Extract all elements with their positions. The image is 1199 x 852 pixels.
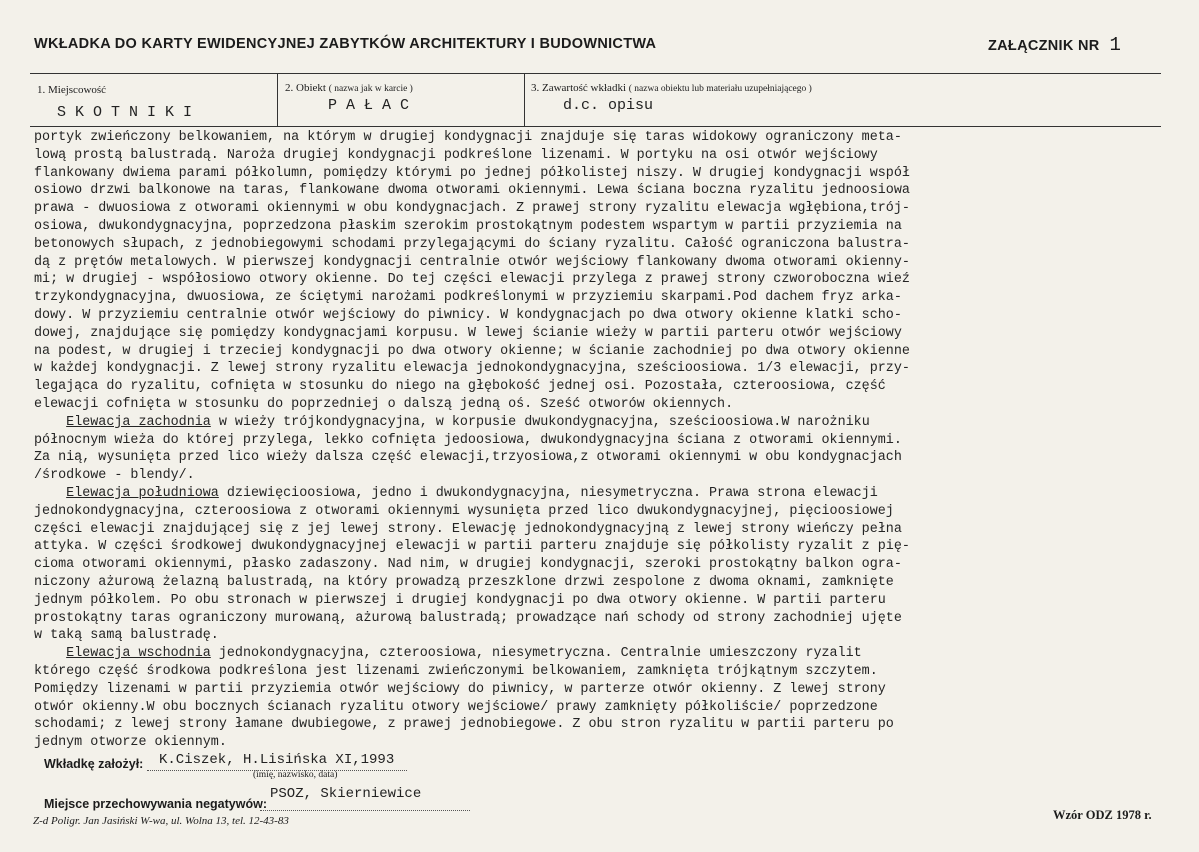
text-line: północnym wieża do której przylega, lekko cofnięta jedoosiowa, dwukondygnacyjna ściana z otworami okiennymi. — [34, 432, 902, 448]
text-line: dowej, znajdujące się pomiędzy kondygnacjami korpusu. W lewej ścianie wieży w partii parteru otwór wejściowy — [34, 325, 902, 341]
text-line: dą z prętów metalowych. W pierwszej kondygnacji centralnie otwór wejściowy flankowany dwoma otworami okienny- — [34, 254, 910, 270]
annex-label-text: ZAŁĄCZNIK NR — [988, 38, 1100, 54]
description-text — [34, 129, 1174, 752]
object-value: P A Ł A C — [328, 97, 410, 114]
text-line: Elewacja zachodnia w wieży trójkondygnacyjna, w korpusie dwukondygnacyjna, sześcioosiowa.W narożniku — [66, 414, 870, 430]
text-line: Elewacja południowa dziewięcioosiowa, jedno i dwukondygnacyjna, niesymetryczna. Prawa strona elewacji — [66, 485, 878, 501]
text-line: Elewacja wschodnia jednokondygnacyjna, czteroosiowa, niesymetryczna. Centralnie umieszczony ryzalit — [66, 646, 862, 662]
text-line: na podest, w drugiej i trzeciej kondygnacji po dwa otwory okienne; w ścianie zachodniej po dwa otwory okienne — [34, 343, 910, 359]
text-line: otwór okienny.W obu bocznych ścianach ryzalitu otwory wejściowe/ prawy zamknięty półkoliście/ poprzedzone — [34, 699, 878, 715]
text-line: jednokondygnacyjna, czteroosiowa z otworami okiennymi wysunięta przed lico dwukondygnacyjnej, pięcioosiowej — [34, 503, 894, 519]
founder-label: Wkładkę założył: — [44, 757, 144, 771]
annex-label — [988, 34, 1121, 56]
contents-label — [531, 82, 812, 94]
contents-label-main: 3. Zawartość wkładki — [531, 82, 626, 94]
founder-value: K.Ciszek, H.Lisińska XI,1993 — [159, 752, 395, 768]
locality-value: S K O T N I K I — [57, 104, 193, 121]
text-line: jednym półkolem. Po obu stronach w pierwszej i drugiej kondygnacji po dwa otwory okienne. W partii parteru — [34, 592, 886, 608]
object-label — [285, 82, 413, 94]
text-line: którego część środkowa podkreślona jest lizenami zwieńczonymi belkowaniem, zamknięta trójkątnym szczytem. — [34, 663, 878, 679]
text-line: trzykondygnacyjna, dwuosiowa, ze ściętymi narożami podkreślonymi w przyziemiu skarpami.Pod dachem fryz arka- — [34, 290, 902, 306]
text-line: legająca do ryzalitu, cofnięta w stosunku do niego na głębokość jednej osi. Pozostała, czteroosiowa, część — [34, 379, 886, 395]
text-line: Za nią, wysunięta przed lico wieży dalsza część elewacji,trzyosiowa,z otworami okiennymi w obu kondygnacjach — [34, 450, 902, 466]
text-line: schodami; z lewej strony łamane dwubiegowe, z prawej jednobiegowe. Z obu stron ryzalitu w partii parteru po — [34, 717, 894, 733]
text-line: flankowany dwiema parami półkolumn, pomiędzy którymi po jednej półkolistej niszy. W drugiej kondygnacji współ — [34, 165, 910, 181]
section-heading: Elewacja wschodnia — [66, 646, 211, 662]
text-line: w taką samą balustradę. — [34, 628, 219, 644]
object-label-note: ( nazwa jak w karcie ) — [328, 84, 413, 94]
text-line: Pomiędzy lizenami w partii przyziemia otwór wejściowy do piwnicy, w parterze otwór okienny. Z lewej strony — [34, 681, 886, 697]
negatives-label: Miejsce przechowywania negatywów: — [44, 797, 267, 811]
text-line: prostokątny taras ograniczony murowaną, ażurową balustradą; prowadzące nań schody od strony zachodniej ujęte — [34, 610, 902, 626]
text-line: osiowa, dwukondygnacyjna, poprzedzona płaskim szerokim prostokątnym podestem wspartym w partii przyziemia na — [34, 218, 902, 234]
section-heading: Elewacja południowa — [66, 485, 219, 501]
text-line: /środkowe - blendy/. — [34, 468, 195, 484]
form-title: WKŁADKA DO KARTY EWIDENCYJNEJ ZABYTKÓW ARCHITEKTURY I BUDOWNICTWA — [34, 36, 657, 52]
text-line: portyk zwieńczony belkowaniem, na którym w drugiej kondygnacji znajduje się taras widokowy ograniczony meta- — [34, 130, 902, 145]
text-line: jednym otworze okiennym. — [34, 735, 227, 751]
text-line: w każdej kondygnacji. Z lewej strony ryzalitu elewacja jednokondygnacyjna, sześcioosiowa. 1/3 elewacji, przy- — [34, 361, 910, 377]
text-line: mi; w drugiej - współosiowo otwory okienne. Do tej części elewacji przylega z prawej strony czworoboczna wieź — [34, 272, 910, 288]
header-bottom-rule — [30, 126, 1161, 127]
form-code: Wzór ODZ 1978 r. — [1053, 808, 1152, 822]
header-divider-1 — [277, 73, 278, 126]
object-label-main: 2. Obiekt — [285, 82, 326, 94]
header-divider-2 — [524, 73, 525, 126]
printer-imprint: Z-d Poligr. Jan Jasiński W-wa, ul. Wolna 13, tel. 12-43-83 — [33, 815, 289, 827]
text-line: lową prostą balustradą. Narożа drugiej kondygnacji podkreślone lizenami. W portyku na osi otwór wejściowy — [34, 147, 878, 163]
locality-label: 1. Miejscowość — [37, 84, 107, 96]
text-line: betonowych słupach, z jednobiegowymi schodami przylegającymi do ściany ryzalitu. Całość ograniczona balustra- — [34, 236, 910, 252]
header-top-rule — [30, 73, 1161, 74]
contents-label-note: ( nazwa obiektu lub materiału uzupełniającego ) — [628, 84, 812, 94]
negatives-value: PSOZ, Skierniewice — [270, 786, 422, 802]
text-line: dowy. W przyziemiu centralnie otwór wejściowy do piwnicy. W kondygnacjach po dwa otwory okienne klatki scho- — [34, 307, 902, 323]
text-line: prawa - dwuosiowa z otworami okiennymi w obu kondygnacjach. Z prawej strony ryzalitu elewacja wgłębiona,trój- — [34, 201, 910, 217]
text-line: części elewacji znajdującej się z jej lewej strony. Elewację jednokondygnacyjną z lewej strony wieńczy pełna — [34, 521, 902, 537]
section-heading: Elewacja zachodnia — [66, 414, 211, 430]
text-line: cioma otworami okiennymi, płasko zadaszony. Nad nim, w drugiej kondygnacji, szeroki prostokątny balkon ogra- — [34, 557, 902, 573]
contents-value: d.c. opisu — [563, 97, 654, 114]
text-line: elewacji cofnięta w stosunku do poprzedniej o dalszą jedną oś. Sześć otworów okiennych. — [34, 396, 734, 412]
annex-number: 1 — [1109, 34, 1122, 56]
founder-note: (imię, nazwisko, data) — [253, 770, 338, 780]
text-line: attyka. W części środkowej dwukondygnacyjnej elewacji w partii parteru znajduje się półkolisty ryzalit z pię- — [34, 539, 910, 555]
text-line: niczony ażurową żelazną balustradą, na który prowadzą przeszklone drzwi zespolone z dwoma oknami, zamknięte — [34, 574, 894, 590]
text-line: osiowo drzwi balkonowe na taras, flankowane dwoma otworami okiennymi. Lewa ściana boczna ryzalitu jednoosiowa — [34, 183, 910, 199]
negatives-dotted-line — [260, 810, 470, 811]
